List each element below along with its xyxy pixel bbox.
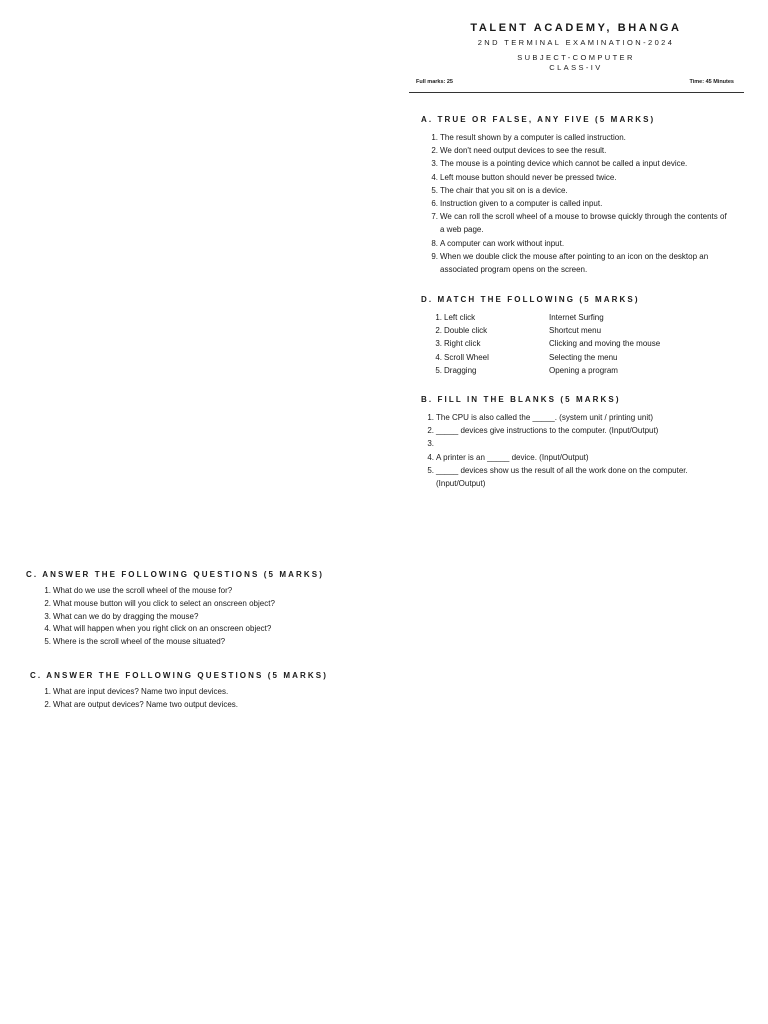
question-text [436, 437, 731, 450]
header-divider [409, 92, 744, 93]
match-number: 5. [435, 365, 442, 375]
subject-line: SUBJECT-COMPUTER [517, 53, 635, 62]
question-text: The result shown by a computer is called instruction. [440, 133, 626, 142]
question-number: 4. [431, 172, 438, 182]
time-allowed: Time: 45 Minutes [689, 79, 734, 85]
question-text: A computer can work without input. [440, 238, 565, 248]
section-c1-list [42, 585, 356, 649]
question-item [429, 237, 731, 250]
match-number: 3. [435, 339, 442, 349]
exam-header [408, 22, 744, 73]
section-d-list [433, 311, 731, 377]
question-text: Left mouse button should never be pressed twice. [440, 172, 617, 182]
question-number: 8. [431, 238, 438, 248]
section-a [421, 115, 731, 276]
match-right: Internet Surfing [549, 313, 604, 322]
match-right: Shortcut menu [549, 326, 602, 336]
question-text: What mouse button will you click to select an onscreen object? [53, 598, 275, 608]
question-item [429, 197, 731, 210]
section-b-title: B. FILL IN THE BLANKS (5 MARKS) [421, 395, 621, 404]
question-text: The CPU is also called the _____. (system unit / printing unit) [436, 413, 653, 422]
question-number: 1. [44, 586, 51, 595]
match-right: Clicking and moving the mouse [549, 339, 661, 349]
exam-name: 2ND TERMINAL EXAMINATION-2024 [477, 38, 675, 47]
match-right: Opening a program [549, 365, 618, 375]
question-item [42, 636, 356, 649]
question-text: We don't need output devices to see the result. [440, 146, 607, 156]
match-row [433, 311, 731, 324]
section-a-title: A. TRUE OR FALSE, ANY FIVE (5 MARKS) [421, 115, 656, 124]
question-item [429, 131, 731, 144]
question-number: 4. [44, 624, 51, 634]
question-number: 2. [44, 598, 51, 608]
question-number: 5. [44, 637, 51, 647]
match-number: 2. [435, 326, 442, 336]
question-number: 2. [44, 699, 51, 709]
question-item [429, 171, 731, 184]
match-right: Selecting the menu [549, 352, 618, 362]
match-number: 4. [435, 352, 442, 362]
question-text: Instruction given to a computer is called input. [440, 199, 603, 209]
section-c2 [30, 671, 360, 712]
question-item [42, 686, 360, 699]
question-number: 2. [427, 426, 434, 436]
match-row [433, 364, 731, 377]
match-left: Dragging [444, 365, 477, 375]
question-text: Where is the scroll wheel of the mouse situated? [53, 637, 226, 647]
question-item [425, 451, 731, 464]
question-number: 1. [431, 133, 438, 142]
school-name: TALENT ACADEMY, BHANGA [470, 22, 682, 34]
question-number: 6. [431, 199, 438, 209]
match-left: Right click [444, 339, 481, 349]
marks-time-row [416, 79, 734, 85]
question-text: What will happen when you right click on an onscreen object? [53, 624, 272, 634]
question-text: When we double click the mouse after pointing to an icon on the desktop an associated program opens on the screen. [440, 251, 709, 275]
match-left: Left click [444, 313, 476, 322]
section-c1-title: C. ANSWER THE FOLLOWING QUESTIONS (5 MARKS) [26, 570, 324, 579]
question-item [42, 598, 356, 611]
question-number: 2. [431, 146, 438, 156]
question-text: The chair that you sit on is a device. [440, 185, 568, 195]
section-c2-list [42, 686, 360, 712]
match-left: Double click [444, 326, 488, 336]
question-item [42, 699, 360, 712]
match-number: 1. [435, 313, 442, 322]
question-item [425, 424, 731, 437]
question-item [425, 411, 731, 424]
question-text: The mouse is a pointing device which cannot be called a input device. [440, 159, 688, 169]
question-text: _____ devices give instructions to the computer. (Input/Output) [436, 426, 659, 436]
question-item [429, 250, 731, 276]
question-number: 3. [427, 439, 434, 449]
section-d [421, 295, 731, 377]
question-text: What are input devices? Name two input devices. [53, 687, 229, 696]
question-text: What can we do by dragging the mouse? [53, 611, 199, 621]
question-item [42, 623, 356, 636]
question-text: What are output devices? Name two output devices. [53, 699, 238, 709]
section-b [421, 395, 731, 490]
section-d-title: D. MATCH THE FOLLOWING (5 MARKS) [421, 295, 640, 304]
class-line: CLASS-IV [549, 63, 603, 72]
match-row [433, 351, 731, 364]
question-item [425, 437, 731, 450]
question-item [429, 144, 731, 157]
section-a-list [429, 131, 731, 276]
question-number: 1. [427, 413, 434, 422]
question-number: 3. [44, 611, 51, 621]
question-item [42, 611, 356, 624]
question-item [429, 184, 731, 197]
section-c1 [26, 570, 356, 649]
question-text: We can roll the scroll wheel of a mouse to browse quickly through the contents of a web page. [440, 212, 727, 235]
question-text: A printer is an _____ device. (Input/Output) [436, 452, 589, 462]
question-number: 4. [427, 452, 434, 462]
section-b-list [425, 411, 731, 490]
match-row [433, 337, 731, 350]
question-item [425, 464, 731, 490]
match-row [433, 324, 731, 337]
section-c2-title: C. ANSWER THE FOLLOWING QUESTIONS (5 MARKS) [30, 671, 328, 680]
question-number: 3. [431, 159, 438, 169]
match-left: Scroll Wheel [444, 352, 489, 362]
question-item [429, 157, 731, 170]
question-number: 5. [431, 185, 438, 195]
question-item [429, 210, 731, 236]
question-item [42, 585, 356, 598]
question-text: What do we use the scroll wheel of the mouse for? [53, 586, 233, 595]
question-text: _____ devices show us the result of all the work done on the computer. (Input/Output) [436, 465, 688, 489]
question-number: 1. [44, 687, 51, 696]
full-marks: Full marks: 25 [416, 79, 453, 85]
question-number: 9. [431, 251, 438, 261]
question-number: 7. [431, 212, 438, 222]
question-number: 5. [427, 465, 434, 475]
